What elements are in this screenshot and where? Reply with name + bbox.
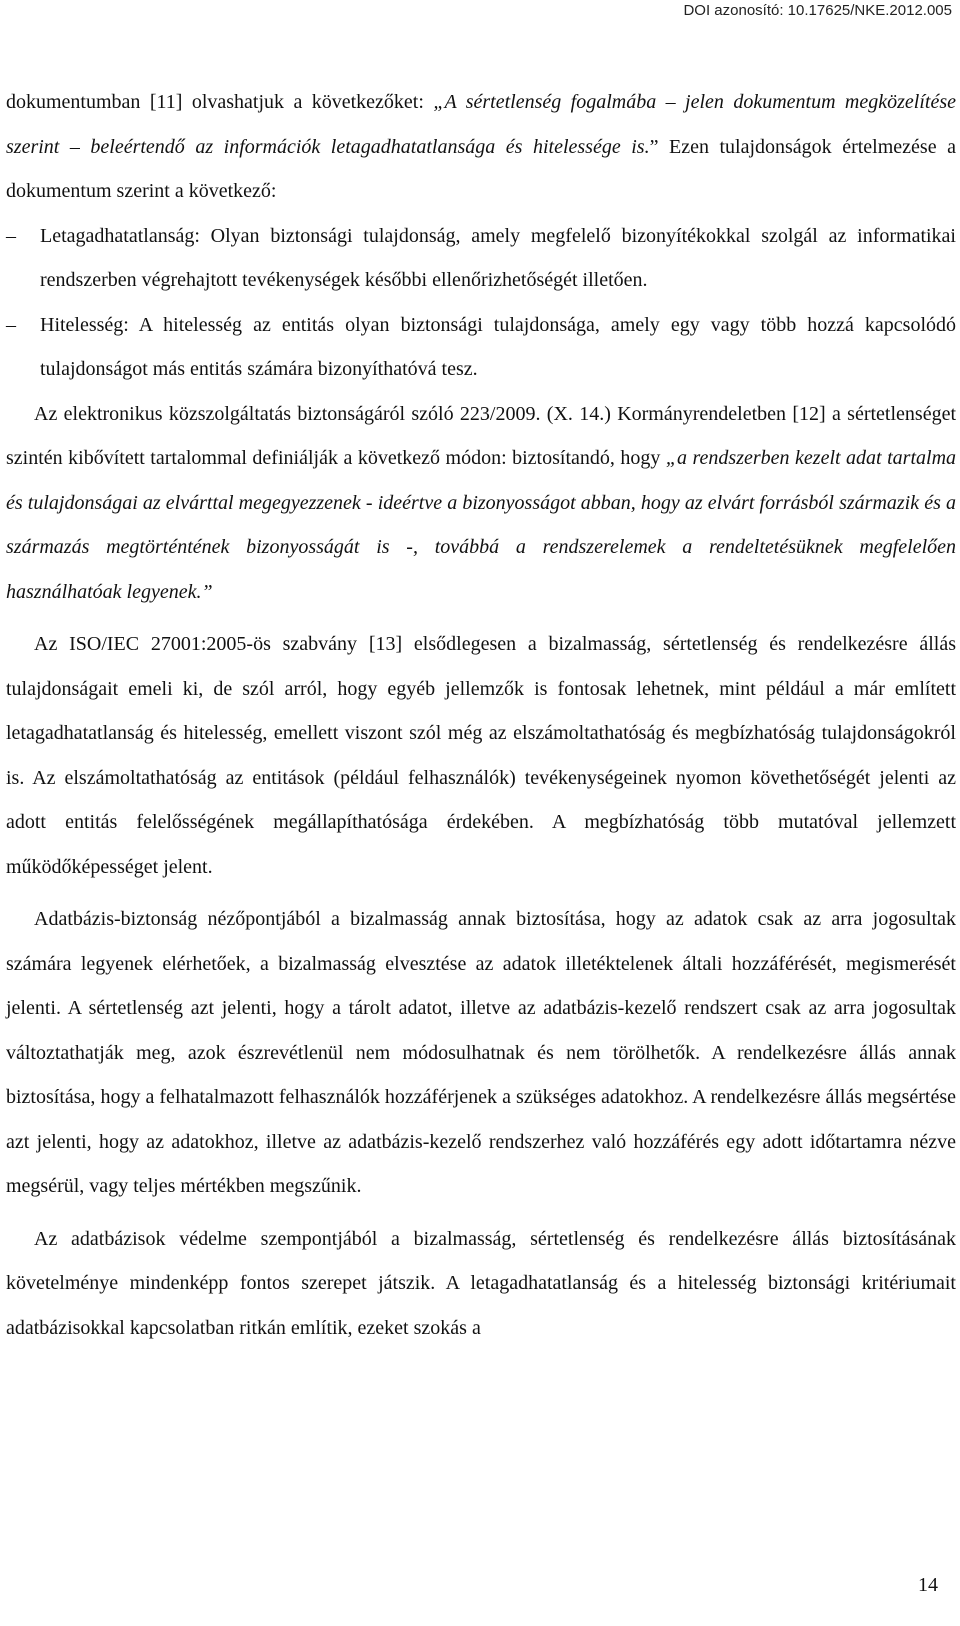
paragraph-kormanyrendelet xyxy=(6,392,956,615)
paragraph-intro xyxy=(6,80,956,214)
quote-sertetlenseg: „A sértetlenség fogalmába – jelen dokumentum megközelítése szerint – beleértendő az információk letagadhatatlansága és hitelessége is. xyxy=(6,91,956,158)
document-body xyxy=(6,80,956,1350)
quote-kormanyrendelet: „a rendszerben kezelt adat tartalma és tulajdonságai az elvárttal megegyezzenek - ideértve a bizonyosságot abban, hogy az elvárt forrásból származik és a származás megtörténtének bizonyosságát is -, továbbá a rendszerelemek a rendeltetésüknek megfelelően használhatóak legyenek.” xyxy=(6,447,957,603)
paragraph-intro-pre: dokumentumban [11] olvashatjuk a következőket: xyxy=(6,91,434,113)
list-item xyxy=(6,303,956,392)
list-dash: – xyxy=(6,313,16,336)
paragraph-adatbazis-vedelem: Az adatbázisok védelme szempontjából a bizalmasság, sértetlenség és rendelkezésre állás biztosításának követelménye mindenképp fontos szerepet játszik. A letagadhatatlanság és a hitelesség biztonsági kritériumait adatbázisokkal kapcsolatban ritkán említik, ezeket szokás a xyxy=(6,1227,956,1339)
paragraph-kormanyrendelet-pre: Az elektronikus közszolgáltatás biztonságáról szóló 223/2009. (X. 14.) Kormányrendeletben [12] a sértetlenséget szintén kibővített tartalommal definiálják a következő módon: biztosítandó, hogy xyxy=(6,402,956,469)
page-number: 14 xyxy=(918,1574,938,1596)
list-item-text: Hitelesség: A hitelesség az entitás olyan biztonsági tulajdonsága, amely egy vagy több hozzá kapcsolódó tulajdonságot más entitás számára bizonyíthatóvá tesz. xyxy=(40,313,956,380)
doi-header: DOI azonosító: 10.17625/NKE.2012.005 xyxy=(683,2,952,19)
list-item-text: Letagadhatatlanság: Olyan biztonsági tulajdonság, amely megfelelő bizonyítékokkal szolgál az informatikai rendszerben végrehajtott tevékenységek későbbi ellenőrizhetőségét illetően. xyxy=(40,224,956,291)
paragraph-intro-post: ” Ezen tulajdonságok értelmezése a dokumentum szerint a következő: xyxy=(6,135,956,202)
paragraph-adatbazis-biztonsag: Adatbázis-biztonság nézőpontjából a bizalmasság annak biztosítása, hogy az adatok csak az arra jogosultak számára legyenek elérhetőek, a bizalmasság elvesztése az adatok illetéktelenek általi hozzáférését, megismerését jelenti. A sértetlenség azt jelenti, hogy a tárolt adatot, illetve az adatbázis-kezelő rendszert csak az arra jogosultak változtathatják meg, azok észrevétlenül nem módosulhatnak és nem törölhetők. A rendelkezésre állás annak biztosítása, hogy a felhatalmazott felhasználók hozzáférjenek a szükséges adatokhoz. A rendelkezésre állás megsértése azt jelenti, hogy az adatokhoz, illetve az adatbázis-kezelő rendszerhez való hozzáférés egy adott időtartamra nézve megsérül, vagy teljes mértékben megszűnik. xyxy=(6,908,956,1197)
list-item xyxy=(6,214,956,303)
paragraph-iso: Az ISO/IEC 27001:2005-ös szabvány [13] elsődlegesen a bizalmasság, sértetlenség és rendelkezésre állás tulajdonságait emeli ki, de szól arról, hogy egyéb jellemzők is fontosak lehetnek, mint például a már említett letagadhatatlanság és hitelesség, emellett viszont szól még az elszámoltathatóság és megbízhatóság tulajdonságokról is. Az elszámoltathatóság az entitások (például felhasználók) tevékenységeinek nyomon követhetőségét jelenti az adott entitás felelősségének megállapíthatósága érdekében. A megbízhatóság több mutatóval jellemzett működőképességet jelent. xyxy=(6,633,956,878)
list-dash: – xyxy=(6,224,16,247)
